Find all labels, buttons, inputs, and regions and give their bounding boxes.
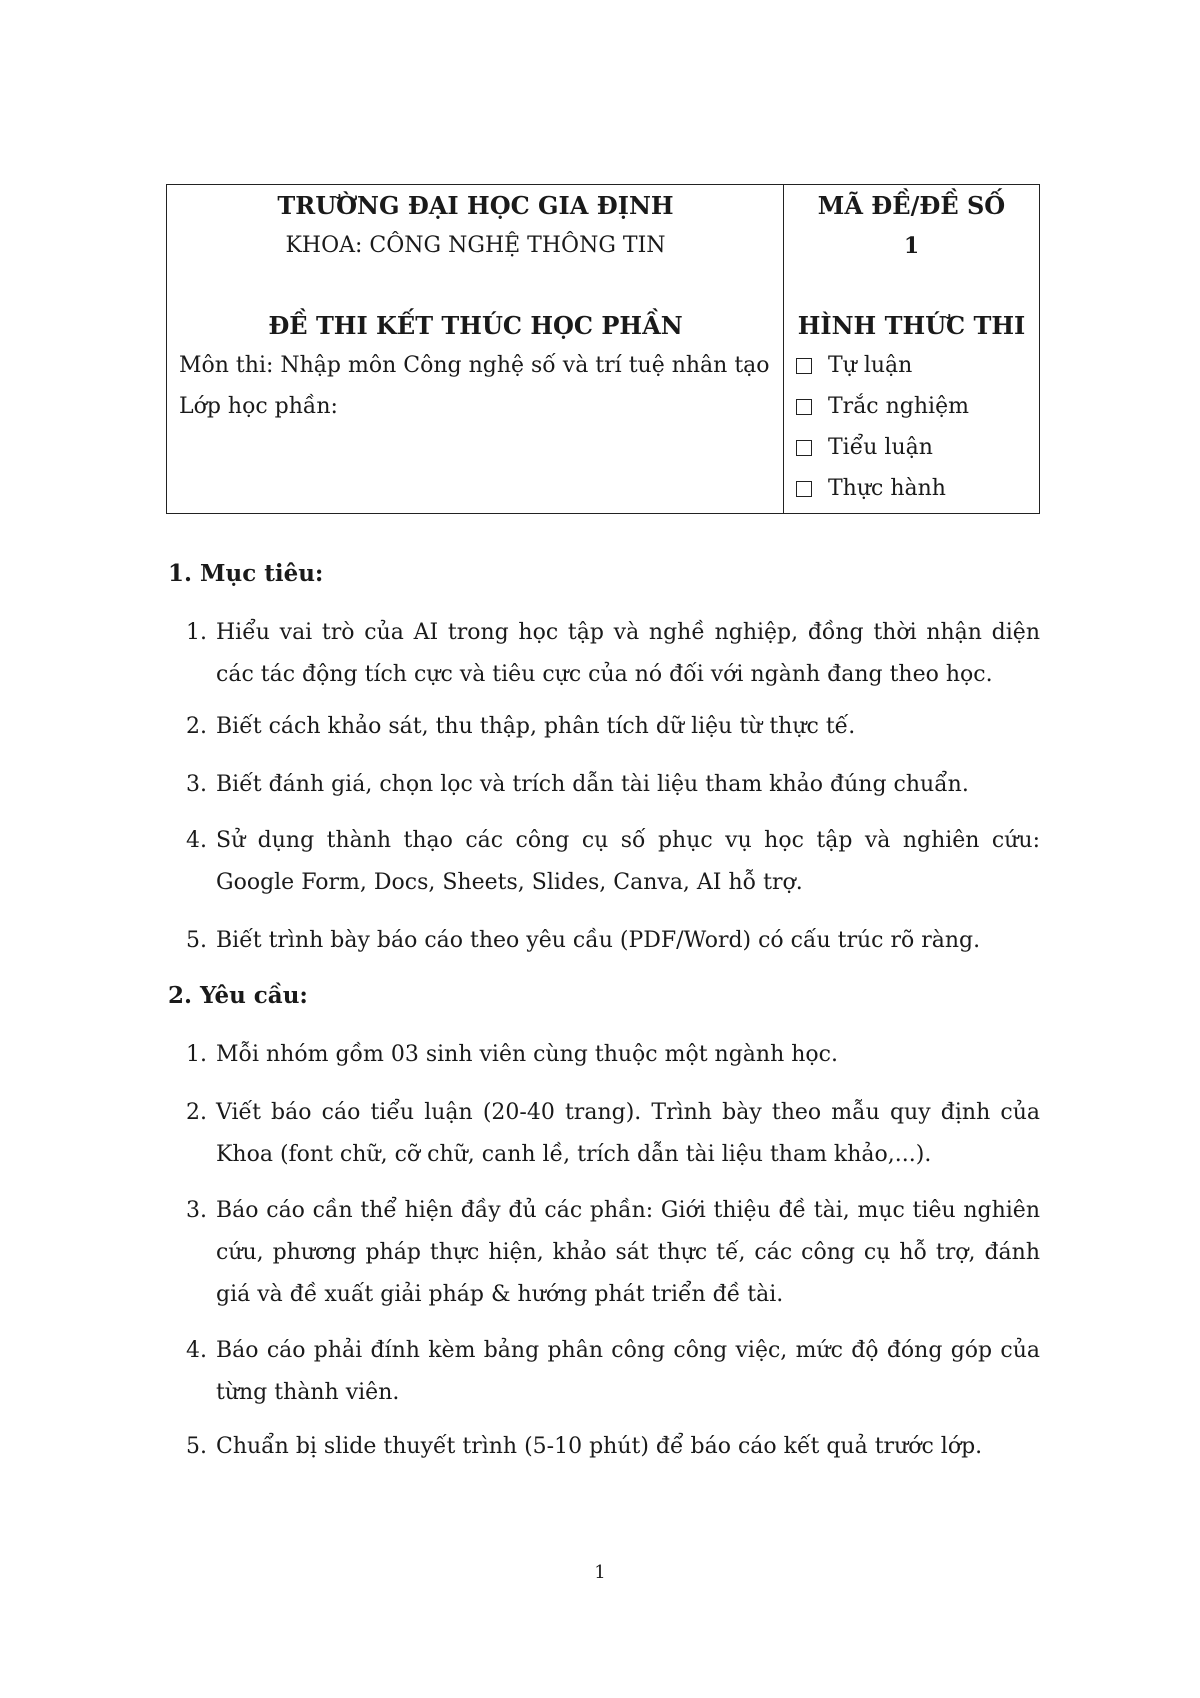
item-text: Biết cách khảo sát, thu thập, phân tích dữ liệu từ thực tế.	[216, 714, 856, 739]
item-text: Biết đánh giá, chọn lọc và trích dẫn tài liệu tham khảo đúng chuẩn.	[216, 772, 969, 797]
item-number: 5.	[186, 1434, 207, 1459]
objective-item	[186, 706, 1040, 748]
format-option-label: Trắc nghiệm	[828, 394, 969, 419]
item-text: Hiểu vai trò của AI trong học tập và nghề nghiệp, đồng thời nhận diện các tác động tích cực và tiêu cực của nó đối với ngành đang theo học.	[216, 620, 1040, 687]
format-option-label: Thực hành	[828, 476, 946, 501]
class-line: Lớp học phần:	[179, 394, 338, 419]
item-text: Viết báo cáo tiểu luận (20-40 trang). Trình bày theo mẫu quy định của Khoa (font chữ, cỡ chữ, canh lề, trích dẫn tài liệu tham khảo,...).	[216, 1100, 1040, 1167]
objective-item	[186, 920, 1040, 962]
format-option-essay[interactable]	[796, 353, 912, 378]
requirement-item	[186, 1426, 1040, 1468]
header-right-cell	[784, 185, 1039, 513]
requirement-item	[186, 1092, 1040, 1176]
subject-line: Môn thi: Nhập môn Công nghệ số và trí tuệ nhân tạo	[179, 353, 770, 378]
format-option-label: Tiểu luận	[828, 435, 933, 460]
format-option-label: Tự luận	[828, 353, 913, 378]
item-number: 1.	[186, 620, 207, 645]
item-text: Mỗi nhóm gồm 03 sinh viên cùng thuộc một ngành học.	[216, 1042, 838, 1067]
item-number: 2.	[186, 714, 207, 739]
item-text: Biết trình bày báo cáo theo yêu cầu (PDF/Word) có cấu trúc rõ ràng.	[216, 928, 981, 953]
checkbox-icon[interactable]	[796, 399, 812, 415]
requirements-heading: 2. Yêu cầu:	[168, 982, 308, 1009]
exam-code-value: 1	[903, 233, 920, 259]
item-number: 3.	[186, 772, 207, 797]
objectives-heading: 1. Mục tiêu:	[168, 560, 324, 587]
objective-item	[186, 612, 1040, 696]
exam-header-table	[166, 184, 1040, 514]
school-name: TRƯỜNG ĐẠI HỌC GIA ĐỊNH	[277, 191, 674, 220]
item-text: Sử dụng thành thạo các công cụ số phục vụ học tập và nghiên cứu: Google Form, Docs, Sheets, Slides, Canva, AI hỗ trợ.	[216, 828, 1040, 895]
requirement-item	[186, 1034, 1040, 1076]
exam-code-label: MÃ ĐỀ/ĐỀ SỐ	[817, 191, 1006, 220]
requirement-item	[186, 1330, 1040, 1414]
format-option-thesis[interactable]	[796, 435, 933, 460]
item-number: 2.	[186, 1100, 207, 1125]
checkbox-icon[interactable]	[796, 481, 812, 497]
objective-item	[186, 764, 1040, 806]
item-number: 5.	[186, 928, 207, 953]
header-left-cell	[167, 185, 784, 513]
requirement-item	[186, 1190, 1040, 1316]
checkbox-icon[interactable]	[796, 440, 812, 456]
item-number: 1.	[186, 1042, 207, 1067]
item-number: 4.	[186, 828, 207, 853]
item-text: Báo cáo phải đính kèm bảng phân công công việc, mức độ đóng góp của từng thành viên.	[216, 1338, 1040, 1405]
faculty-name: KHOA: CÔNG NGHỆ THÔNG TIN	[285, 233, 666, 258]
item-number: 3.	[186, 1198, 207, 1223]
exam-title: ĐỀ THI KẾT THÚC HỌC PHẦN	[268, 311, 683, 340]
format-option-multiple-choice[interactable]	[796, 394, 969, 419]
item-text: Báo cáo cần thể hiện đầy đủ các phần: Giới thiệu đề tài, mục tiêu nghiên cứu, phương pháp thực hiện, khảo sát thực tế, các công cụ hỗ trợ, đánh giá và đề xuất giải pháp & hướng phát triển đề tài.	[216, 1198, 1040, 1307]
page-number: 1	[594, 1562, 606, 1583]
checkbox-icon[interactable]	[796, 358, 812, 374]
item-text: Chuẩn bị slide thuyết trình (5-10 phút) để báo cáo kết quả trước lớp.	[216, 1434, 983, 1459]
exam-format-title: HÌNH THỨC THI	[797, 311, 1026, 340]
format-option-practical[interactable]	[796, 476, 946, 501]
item-number: 4.	[186, 1338, 207, 1363]
objective-item	[186, 820, 1040, 904]
